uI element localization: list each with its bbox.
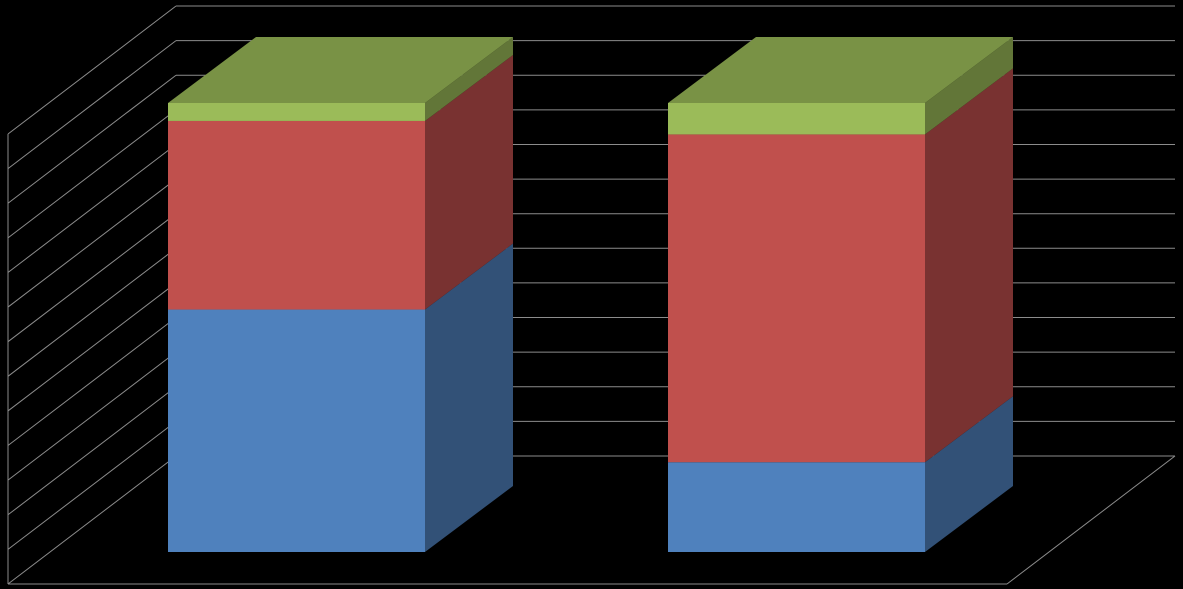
bar-segment-front — [168, 310, 425, 552]
bar-stack — [668, 37, 1013, 552]
side-gridline — [8, 248, 176, 376]
side-gridline — [8, 387, 176, 515]
bar-segment-side — [925, 68, 1013, 462]
bars — [168, 37, 1013, 552]
side-gridline — [8, 318, 176, 446]
floor-right-edge — [1007, 456, 1175, 584]
side-gridline — [8, 214, 176, 342]
side-gridline — [8, 6, 176, 134]
bar-stack — [168, 37, 513, 552]
side-gridline — [8, 283, 176, 411]
bar-segment-front — [668, 134, 925, 462]
bar-segment-front — [168, 103, 425, 121]
bar-segment-front — [168, 121, 425, 310]
side-gridline — [8, 456, 176, 584]
bar-segment-front — [668, 462, 925, 552]
side-gridline — [8, 41, 176, 169]
side-gridline — [8, 179, 176, 307]
side-gridline — [8, 421, 176, 549]
side-gridline — [8, 75, 176, 203]
side-gridline — [8, 110, 176, 238]
side-gridline — [8, 352, 176, 480]
side-gridline — [8, 144, 176, 272]
bar-segment-front — [668, 103, 925, 134]
